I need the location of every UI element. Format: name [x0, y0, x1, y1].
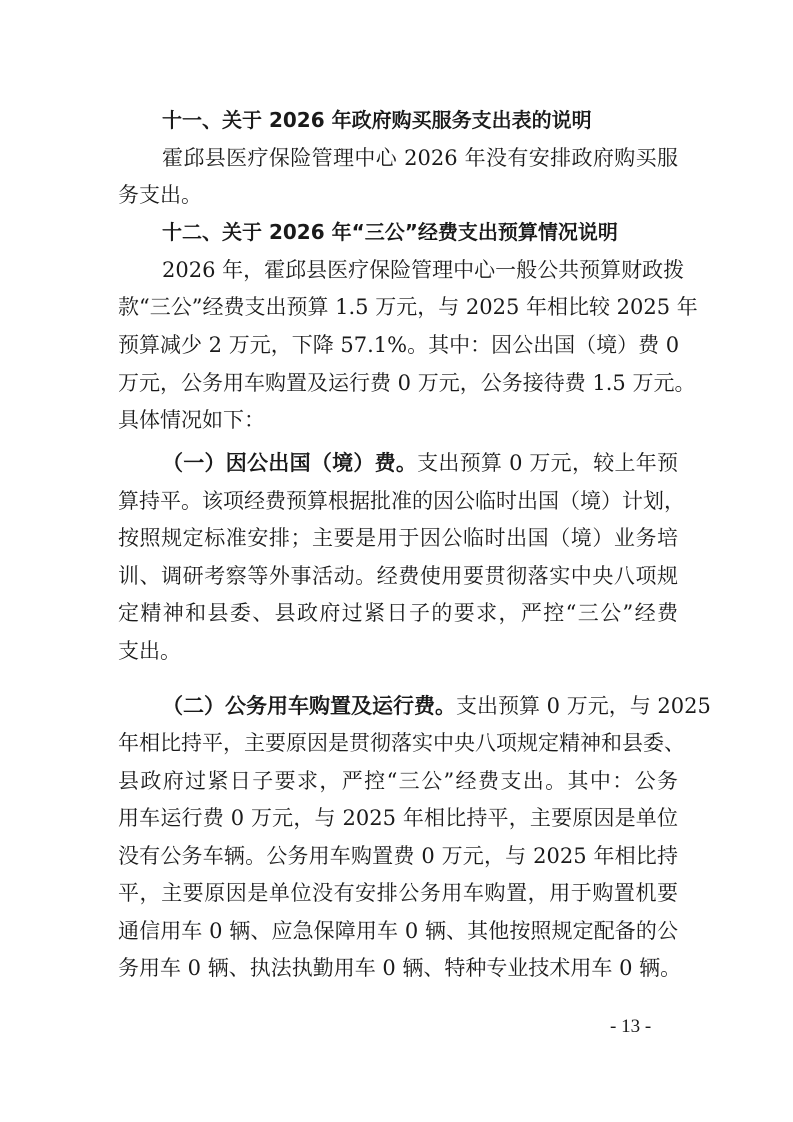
paragraph-line: 算持平。该项经费预算根据批准的因公临时出国（境）计划，	[118, 489, 685, 513]
item-1-first-line	[162, 448, 678, 478]
page-number: - 13 -	[610, 1016, 652, 1037]
paragraph-line: 预算减少 2 万元，下降 57.1%。其中：因公出国（境）费 0	[118, 333, 680, 357]
paragraph-line: 训、调研考察等外事活动。经费使用要贯彻落实中央八项规	[118, 564, 678, 588]
paragraph-line: 平，主要原因是单位没有安排公务用车购置，用于购置机要	[118, 881, 678, 905]
item-1-first-text: 支出预算 0 万元，较上年预	[417, 451, 678, 475]
paragraph-line: 务支出。	[118, 183, 202, 207]
item-1-title: （一）因公出国（境）费。	[162, 451, 418, 475]
paragraph-line: 务用车 0 辆、执法执勤用车 0 辆、特种专业技术用车 0 辆。	[118, 956, 682, 980]
paragraph-line: 定精神和县委、县政府过紧日子的要求，严控“三公”经费	[118, 601, 678, 625]
paragraph-line: 具体情况如下：	[118, 408, 265, 432]
paragraph-line: 支出。	[118, 639, 181, 663]
item-2-first-text: 支出预算 0 万元，与 2025	[456, 694, 711, 718]
section-12-heading: 十二、关于 2026 年“三公”经费支出预算情况说明	[162, 220, 618, 244]
item-2-title: （二）公务用车购置及运行费。	[162, 694, 456, 718]
paragraph-line: 年相比持平，主要原因是贯彻落实中央八项规定精神和县委、	[118, 731, 685, 755]
item-2-first-line	[162, 691, 711, 721]
paragraph-line: 款“三公”经费支出预算 1.5 万元，与 2025 年相比较 2025 年	[118, 295, 698, 319]
paragraph-line: 通信用车 0 辆、应急保障用车 0 辆、其他按照规定配备的公	[118, 919, 678, 943]
paragraph-line: 2026 年，霍邱县医疗保险管理中心一般公共预算财政拨	[162, 258, 685, 282]
paragraph-line: 霍邱县医疗保险管理中心 2026 年没有安排政府购买服	[162, 146, 678, 170]
paragraph-line: 没有公务车辆。公务用车购置费 0 万元，与 2025 年相比持	[118, 844, 678, 868]
paragraph-line: 按照规定标准安排；主要是用于因公临时出国（境）业务培	[118, 526, 678, 550]
paragraph-line: 用车运行费 0 万元，与 2025 年相比持平，主要原因是单位	[118, 806, 678, 830]
section-11-heading: 十一、关于 2026 年政府购买服务支出表的说明	[162, 108, 592, 132]
paragraph-line: 万元，公务用车购置及运行费 0 万元，公务接待费 1.5 万元。	[118, 371, 696, 395]
paragraph-line: 县政府过紧日子要求，严控“三公”经费支出。其中：公务	[118, 769, 678, 793]
